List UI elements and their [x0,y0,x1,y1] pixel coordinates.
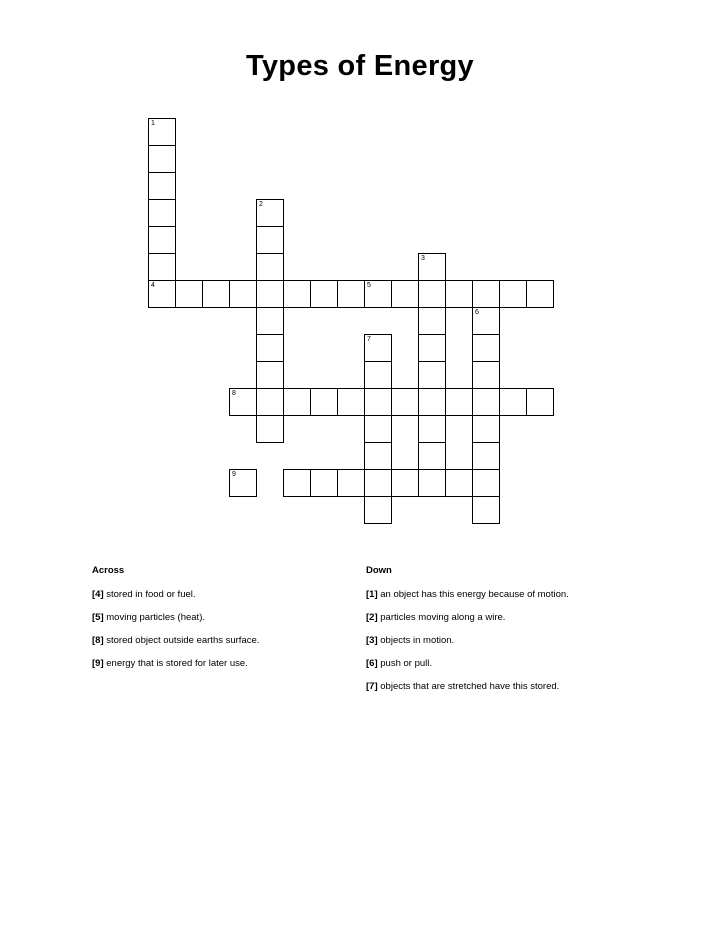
crossword-cell[interactable] [445,469,473,497]
page-title: Types of Energy [246,50,474,82]
crossword-cell[interactable] [364,361,392,389]
down-clue-list [366,589,666,693]
crossword-cell[interactable] [229,388,257,416]
clue-text: objects in motion. [377,635,455,646]
crossword-cell[interactable] [418,307,446,335]
crossword-cell[interactable] [472,307,500,335]
clue-number: [2] [366,612,378,623]
crossword-cell[interactable] [148,226,176,254]
crossword-cell[interactable] [391,388,419,416]
clues-section [0,565,720,705]
across-clue-item [92,589,352,601]
clue-number: [8] [92,635,104,646]
crossword-cell[interactable] [418,280,446,308]
down-clue-item [366,612,666,624]
clue-text: energy that is stored for later use. [103,658,248,669]
crossword-cell[interactable] [418,361,446,389]
across-clue-list [92,589,352,670]
crossword-cell[interactable] [148,253,176,281]
crossword-cell[interactable] [472,334,500,362]
crossword-cell[interactable] [256,334,284,362]
crossword-cell[interactable] [445,280,473,308]
crossword-cell[interactable] [364,280,392,308]
crossword-cell[interactable] [472,442,500,470]
crossword-cell[interactable] [310,388,338,416]
crossword-cell[interactable] [256,199,284,227]
crossword-cell[interactable] [499,388,527,416]
crossword-cell[interactable] [472,496,500,524]
crossword-cell[interactable] [364,415,392,443]
clue-number: [7] [366,681,378,692]
crossword-cell[interactable] [310,280,338,308]
cell-number: 5 [367,282,371,289]
crossword-cell[interactable] [148,145,176,173]
crossword-cell[interactable] [256,280,284,308]
crossword-cell[interactable] [337,469,365,497]
crossword-cell[interactable] [418,415,446,443]
crossword-cell[interactable] [148,199,176,227]
clue-number: [9] [92,658,104,669]
clue-number: [4] [92,589,104,600]
down-clue-item [366,681,666,693]
crossword-cell[interactable] [364,469,392,497]
crossword-cell[interactable] [364,334,392,362]
clue-number: [5] [92,612,104,623]
across-clue-item [92,635,352,647]
down-heading: Down [366,565,392,576]
crossword-cell[interactable] [418,388,446,416]
crossword-cell[interactable] [391,469,419,497]
crossword-cell[interactable] [472,388,500,416]
crossword-cell[interactable] [256,361,284,389]
crossword-cell[interactable] [472,415,500,443]
down-clues-column [366,565,666,704]
crossword-cell[interactable] [148,118,176,146]
down-clue-item [366,635,666,647]
cell-number: 3 [421,255,425,262]
crossword-cell[interactable] [391,280,419,308]
crossword-cell[interactable] [148,172,176,200]
crossword-cell[interactable] [526,280,554,308]
clue-text: push or pull. [377,658,433,669]
crossword-cell[interactable] [418,469,446,497]
crossword-cell[interactable] [364,442,392,470]
crossword-cell[interactable] [472,280,500,308]
crossword-cell[interactable] [202,280,230,308]
cell-number: 2 [259,201,263,208]
crossword-cell[interactable] [175,280,203,308]
crossword-cell[interactable] [229,469,257,497]
crossword-cell[interactable] [418,442,446,470]
crossword-cell[interactable] [364,496,392,524]
crossword-cell[interactable] [472,469,500,497]
across-clue-item [92,612,352,624]
crossword-cell[interactable] [499,280,527,308]
crossword-cell[interactable] [472,361,500,389]
crossword-cell[interactable] [256,415,284,443]
crossword-cell[interactable] [148,280,176,308]
crossword-cell[interactable] [310,469,338,497]
crossword-cell[interactable] [256,307,284,335]
cell-number: 6 [475,309,479,316]
clue-text: moving particles (heat). [103,612,205,623]
across-clues-column [92,565,352,681]
across-clue-item [92,658,352,670]
crossword-cell[interactable] [256,253,284,281]
clue-number: [1] [366,589,378,600]
down-clue-item [366,658,666,670]
clue-text: stored in food or fuel. [103,589,196,600]
crossword-cell[interactable] [337,388,365,416]
crossword-cell[interactable] [283,280,311,308]
clue-text: stored object outside earths surface. [103,635,260,646]
down-clue-item [366,589,666,601]
crossword-cell[interactable] [283,469,311,497]
clue-number: [6] [366,658,378,669]
crossword-cell[interactable] [229,280,257,308]
cell-number: 7 [367,336,371,343]
crossword-cell[interactable] [418,253,446,281]
across-heading: Across [92,565,125,576]
clue-number: [3] [366,635,378,646]
crossword-cell[interactable] [283,388,311,416]
crossword-cell[interactable] [364,388,392,416]
crossword-grid[interactable] [148,118,588,538]
clue-text: particles moving along a wire. [377,612,506,623]
cell-number: 8 [232,390,236,397]
cell-number: 4 [151,282,155,289]
clue-text: objects that are stretched have this stored. [377,681,560,692]
crossword-cell[interactable] [256,226,284,254]
crossword-cell[interactable] [526,388,554,416]
crossword-cell[interactable] [445,388,473,416]
cell-number: 1 [151,120,155,127]
crossword-cell[interactable] [337,280,365,308]
clue-text: an object has this energy because of motion. [377,589,569,600]
cell-number: 9 [232,471,236,478]
crossword-cell[interactable] [256,388,284,416]
crossword-cell[interactable] [418,334,446,362]
